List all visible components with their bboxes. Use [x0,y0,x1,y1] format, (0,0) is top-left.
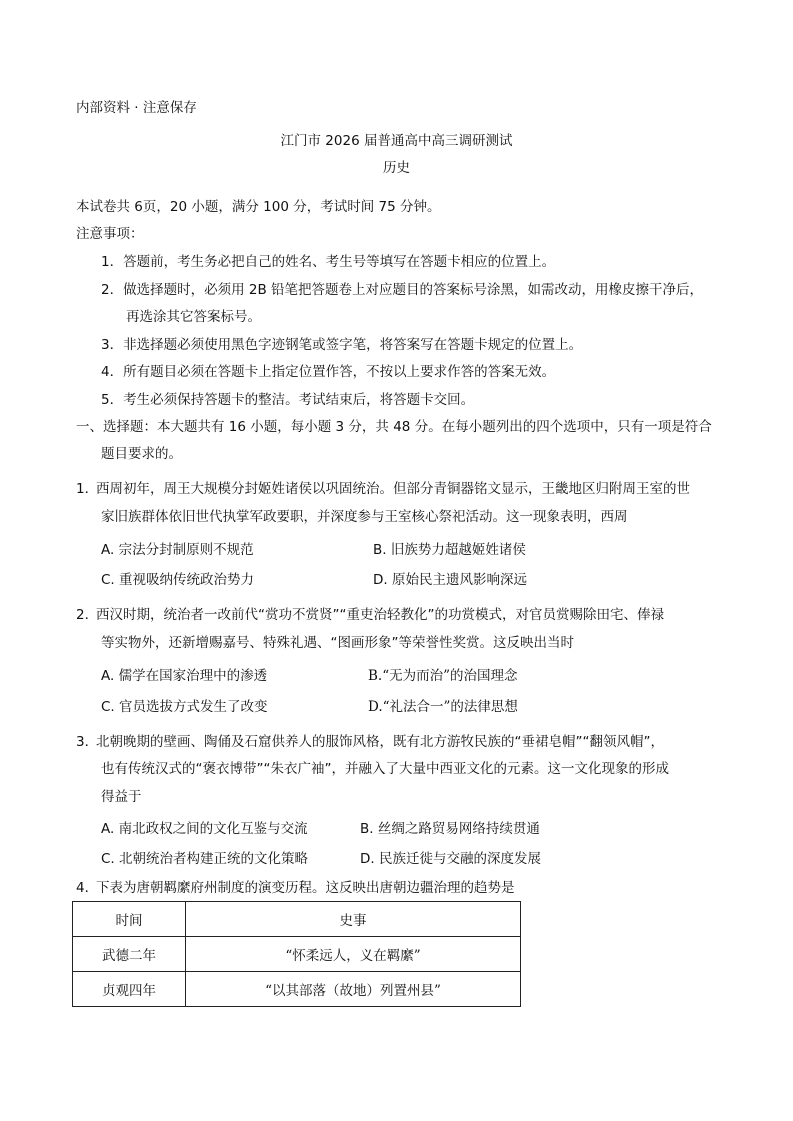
option-c[interactable]: C. 官员选拔方式发生了改变 [101,699,268,715]
table-row [73,937,521,972]
note-item-continuation: 再选涂其它答案标号。 [126,309,261,325]
note-item: 5．考生必须保持答题卡的整洁。考试结束后，将答题卡交回。 [101,392,475,408]
question-number: 3． [76,734,99,750]
notes-title: 注意事项： [76,226,144,242]
history-table [72,901,521,1007]
table-row [73,972,521,1007]
section-heading: 一、选择题：本大题共有 16 小题，每小题 3 分，共 48 分。在每小题列出的四个选项中，只有一项是符合 [76,419,712,435]
question-number: 2． [76,607,99,623]
note-item: 2．做选择题时，必须用 2B 铅笔把答题卷上对应题目的答案标号涂黑，如需改动，用橡皮擦干净后， [101,282,704,298]
option-b[interactable]: B. 旧族势力超越姬姓诸侯 [373,542,526,558]
option-a[interactable]: A. 儒学在国家治理中的渗透 [101,668,268,684]
exam-summary: 本试卷共 6页，20 小题，满分 100 分，考试时间 75 分钟。 [76,199,441,215]
question-number: 4． [76,880,99,896]
confidential-label: 内部资料 · 注意保存 [76,100,197,116]
note-item: 4．所有题目必须在答题卡上指定位置作答，不按以上要求作答的答案无效。 [101,364,556,380]
question-text: 得益于 [101,789,142,805]
option-a[interactable]: A. 南北政权之间的文化互鉴与交流 [101,821,308,837]
option-b[interactable]: B.“无为而治”的治国理念 [368,668,518,684]
option-a[interactable]: A. 宗法分封制原则不规范 [101,542,254,558]
table-cell-event: “怀柔远人，义在羁縻” [186,937,521,972]
table-header-cell: 时间 [73,902,186,937]
question-text: 下表为唐朝羁縻府州制度的演变历程。这反映出唐朝边疆治理的趋势是 [96,880,515,896]
table-header-cell: 史事 [186,902,521,937]
option-b[interactable]: B. 丝绸之路贸易网络持续贯通 [360,821,540,837]
option-c[interactable]: C. 重视吸纳传统政治势力 [101,572,255,588]
option-c[interactable]: C. 北朝统治者构建正统的文化策略 [101,851,309,867]
table-header-row [73,902,521,937]
note-item: 3．非选择题必须使用黑色字迹钢笔或签字笔，将答案写在答题卡规定的位置上。 [101,337,583,353]
subject-title: 历史 [383,160,410,176]
note-item: 1．答题前，考生务必把自己的姓名、考生号等填写在答题卡相应的位置上。 [101,254,556,270]
section-heading-continuation: 题目要求的。 [101,446,182,462]
question-text: 等实物外，还新增赐嘉号、特殊礼遇、“图画形象”等荣誉性奖赏。这反映出当时 [101,635,574,651]
question-text: 西汉时期，统治者一改前代“赏功不赏贤”“重吏治轻教化”的功赏模式，对官员赏赐除田宅、俸禄 [96,607,664,623]
table-cell-event: “以其部落（故地）列置州县” [186,972,521,1007]
table-cell-time: 武德二年 [73,937,186,972]
option-d[interactable]: D. 原始民主遗风影响深远 [373,572,527,588]
option-d[interactable]: D. 民族迁徙与交融的深度发展 [360,851,541,867]
table-cell-time: 贞观四年 [73,972,186,1007]
question-text: 也有传统汉式的“褒衣博带”“朱衣广袖”，并融入了大量中西亚文化的元素。这一文化现象的形成 [101,761,669,777]
question-number: 1． [76,481,99,497]
question-text: 北朝晚期的壁画、陶俑及石窟供养人的服饰风格，既有北方游牧民族的“垂裙皂帽”“翻领风帽”， [96,734,664,750]
option-d[interactable]: D.“礼法合一”的法律思想 [368,699,518,715]
question-text: 西周初年，周王大规模分封姬姓诸侯以巩固统治。但部分青铜器铭文显示，王畿地区归附周王室的世 [96,481,690,497]
exam-title: 江门市 2026 届普通高中高三调研测试 [280,133,513,149]
question-text: 家旧族群体依旧世代执掌军政要职，并深度参与王室核心祭祀活动。这一现象表明，西周 [101,509,628,525]
